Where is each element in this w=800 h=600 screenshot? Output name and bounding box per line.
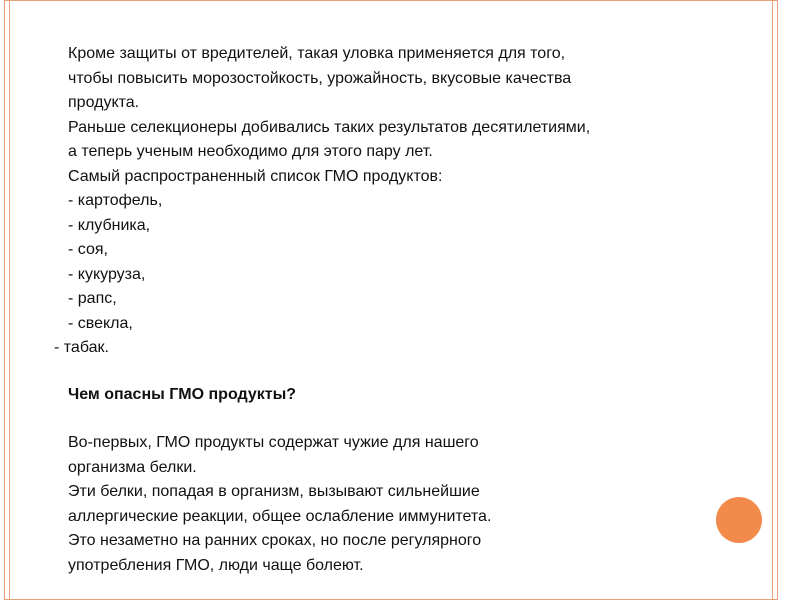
body-line: Эти белки, попадая в организм, вызывают сильнейшие: [68, 483, 480, 500]
gmo-list-item-last: - табак.: [54, 339, 109, 356]
gmo-list-item: - кукуруза,: [68, 265, 146, 283]
intro-line: Раньше селекционеры добивались таких результатов десятилетиями,: [68, 118, 591, 136]
body-line: аллергические реакции, общее ослабление иммунитета.: [68, 507, 492, 525]
intro-line: Кроме защиты от вредителей, такая уловка применяется для того,: [68, 45, 566, 62]
spacer: [68, 407, 748, 431]
gmo-list-item: - соя,: [68, 241, 108, 258]
body-line: организма белки.: [68, 458, 197, 476]
gmo-list-item: - клубника,: [68, 216, 151, 234]
body-line: Это незаметно на ранних сроках, но после регулярного: [68, 532, 482, 549]
frame-border-left-outer: [4, 0, 5, 600]
gmo-list-item: - картофель,: [68, 192, 163, 209]
gmo-list-item: - свекла,: [68, 314, 133, 332]
slide-text-body: [54, 42, 748, 578]
intro-line: чтобы повысить морозостойкость, урожайность, вкусовые качества: [68, 69, 572, 87]
body-line: Во-первых, ГМО продукты содержат чужие для нашего: [68, 434, 479, 451]
section-heading: Чем опасны ГМО продукты?: [68, 385, 297, 403]
frame-border-left-inner: [9, 0, 10, 600]
intro-line: а теперь ученым необходимо для этого пару лет.: [68, 143, 433, 160]
frame-border-top: [4, 0, 778, 1]
intro-line: продукта.: [68, 94, 140, 111]
frame-border-right-outer: [777, 0, 778, 600]
frame-border-right-inner: [772, 0, 773, 600]
intro-line: Самый распространенный список ГМО продуктов:: [68, 167, 443, 185]
body-line: употребления ГМО, люди чаще болеют.: [68, 556, 364, 574]
decorative-circle: [716, 497, 762, 543]
gmo-list-item: - рапс,: [68, 290, 117, 307]
